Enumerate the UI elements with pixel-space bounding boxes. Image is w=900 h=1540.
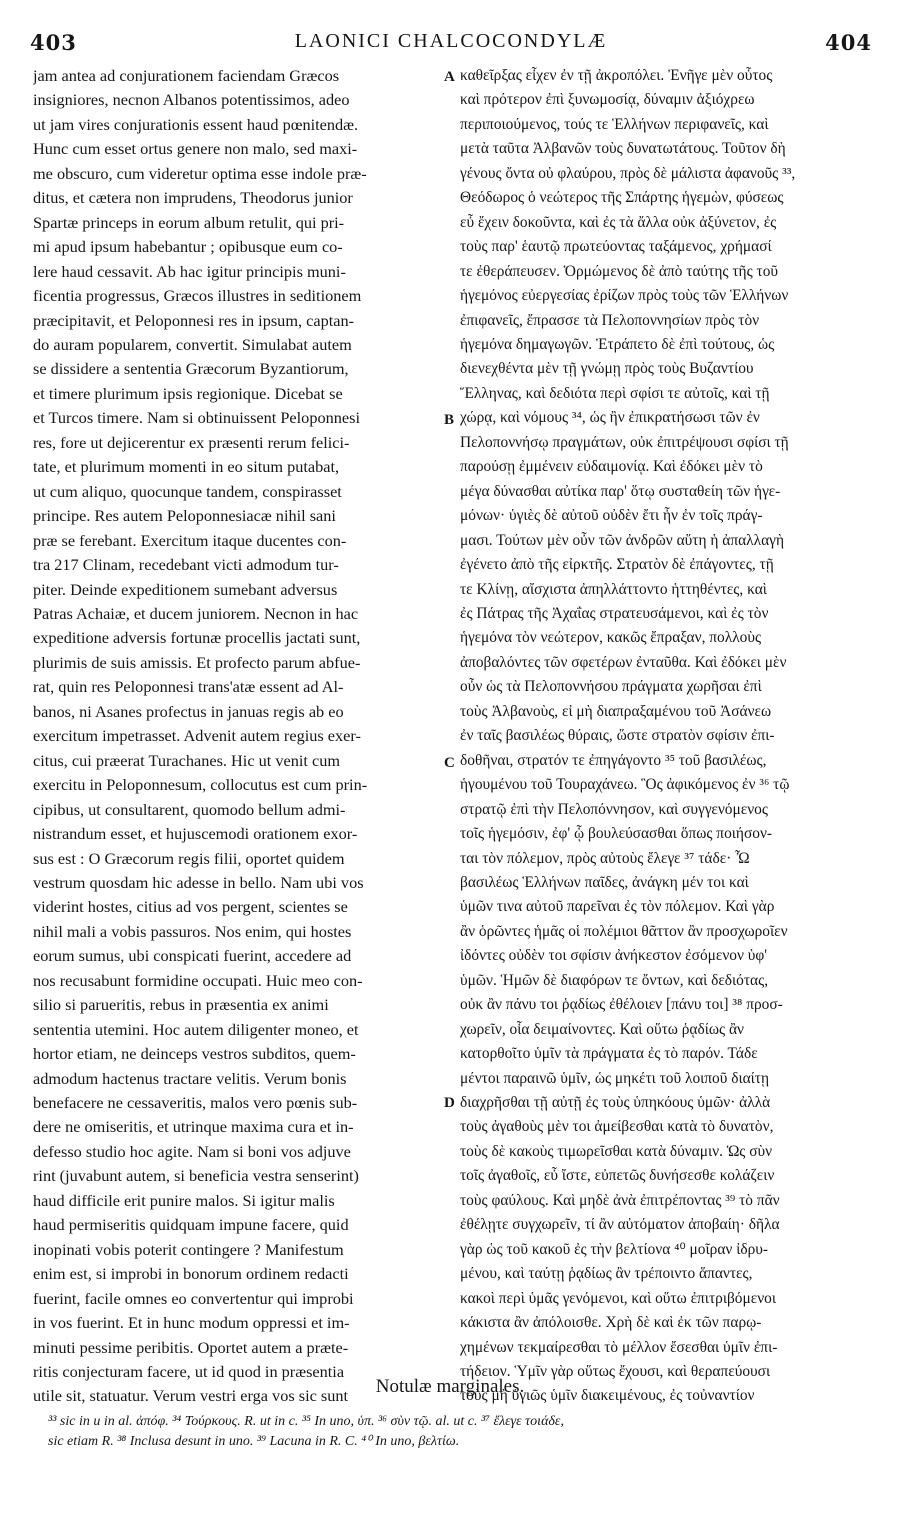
greek-text-line: μασι. Τούτων μὲν οὖν τῶν ἀνδρῶν αὕτη ἡ ἀπαλλαγὴ <box>460 531 784 549</box>
greek-text-line: τοὺς δὲ κακοὺς τιμωρεῖσθαι κατὰ δύναμιν. Ὡς σὺν <box>460 1142 773 1160</box>
page-header <box>30 30 872 60</box>
greek-text-line: Ἕλληνας, καὶ δεδιότα περὶ σφίσι τε αὐτοῖς, καὶ τῇ <box>460 384 770 402</box>
greek-text-line: ἂν ὁρῶντες ἡμᾶς οἱ πολέμιοι θᾶττον ἂν προσχωροῖεν <box>460 922 788 940</box>
latin-text-line: et timere plurimum ipsis regionique. Dicebat se <box>33 383 343 403</box>
greek-text-line: ἐγένετο ἀπὸ τῆς εἰρκτῆς. Στρατὸν δὲ ἐπάγοντες, τῇ <box>460 556 774 574</box>
greek-text-line: διαχρῆσθαι τῇ αὐτῇ ἐς τοὺς ὑπηκόους ὑμῶν· ἀλλὰ <box>460 1094 771 1112</box>
latin-text-line: principe. Res autem Peloponnesiacæ nihil sani <box>33 506 336 526</box>
greek-text-line: στρατῷ ἐπὶ τὴν Πελοπόννησον, καὶ συγγενόμενος <box>460 800 768 818</box>
latin-text-line: exercitum impetrasset. Advenit autem regius exer- <box>33 726 361 746</box>
greek-text-line: μένου, καὶ ταύτῃ ῥᾳδίως ἂν τρέποιντο ἅπαντες, <box>460 1265 753 1283</box>
latin-text-line: ritis conjecturam facere, ut id quod in præsentia <box>33 1362 345 1382</box>
greek-text-line: τήδειον. Ὑμῖν γὰρ οὕτως ἔχουσι, καὶ θεραπεύουσι <box>460 1363 771 1381</box>
latin-text-line: haud permiseritis quidquam impune facere, quid <box>33 1215 349 1235</box>
latin-text-line: rint (juvabunt autem, si beneficia vestra senserint) <box>33 1166 359 1186</box>
latin-text-line: mi apud ipsum habebantur ; opibusque eum co- <box>33 237 343 257</box>
marginal-notes <box>48 1412 864 1452</box>
running-title: LAONICI CHALCOCONDYLÆ <box>294 30 608 52</box>
greek-text-line: δοθῆναι, στρατόν τε ἐπηγάγοντο ³⁵ τοῦ βασιλέως, <box>460 751 767 769</box>
latin-text-line: et Turcos timere. Nam si obtinuissent Peloponnesi <box>33 408 360 428</box>
latin-text-line: præcipitavit, et Peloponnesi res in ipsum, captan- <box>33 310 355 330</box>
greek-text-line: μετὰ ταῦτα Ἀλβανῶν τοὺς δυνατωτάτους. Τοῦτον δὴ <box>460 140 786 158</box>
latin-text-line: expeditione adversis fortunæ procellis jactati sunt, <box>33 628 361 648</box>
greek-text-line: καὶ πρότερον ἐπὶ ξυνωμοσίᾳ, δύναμιν ἀξιόχρεω <box>460 91 755 109</box>
latin-text-line: do auram popularem, convertit. Simulabat autem <box>33 334 352 354</box>
greek-text-line: τοῖς ἀγαθοῖς, εὖ ἴστε, εὐπετῶς δυνήσεσθε κολάζειν <box>460 1167 775 1185</box>
latin-text-line: silio si parueritis, rebus in præsentia ex animi <box>33 995 329 1015</box>
greek-text-line: ἐς Πάτρας τῆς Ἀχαΐας στρατευσάμενοι, καὶ ἐς τὸν <box>460 604 769 622</box>
latin-text-line: præ se ferebant. Exercitum itaque ducentes con- <box>33 530 347 550</box>
greek-text-line: ἡγεμόνα δημαγωγῶν. Ἐτράπετο δὲ ἐπὶ τούτους, ὡς <box>460 335 775 353</box>
latin-text-line: enim est, si improbi in bonorum ordinem redacti <box>33 1264 349 1284</box>
margin-letter-a: A <box>444 69 455 85</box>
latin-text-line: tate, et plurimum momenti in eo situm putabat, <box>33 457 340 477</box>
latin-text-line: nihil mali a vobis passuros. Nos enim, qui hostes <box>33 921 352 941</box>
left-page-number: 403 <box>30 30 77 55</box>
greek-text-line: κακοὶ περὶ ὑμᾶς γενόμενοι, καὶ οὕτω ἐπιτριβόμενοι <box>460 1289 776 1307</box>
greek-column <box>460 64 870 1409</box>
margin-letter-b: B <box>444 412 455 428</box>
greek-text-line: κάκιστα ἂν ἀπόλοισθε. Χρὴ δὲ καὶ ἐκ τῶν παρῳ- <box>460 1314 762 1332</box>
latin-text-line: defesso studio hoc agite. Nam si boni vos adjuve <box>33 1141 351 1161</box>
greek-text-line: τοὺς φαύλους. Καὶ μηδὲ ἀνὰ ἐπιτρέποντας ³⁹ τὸ πᾶν <box>460 1191 780 1209</box>
greek-text-line: ἡγουμένου τοῦ Τουραχάνεω. Ὃς ἀφικόμενος ἐν ³⁶ τῷ <box>460 776 790 794</box>
latin-text-line: vestrum quosdam hic adesse in bello. Nam ubi vos <box>33 872 364 892</box>
greek-text-line: χημένων τεκμαίρεσθαι τὸ μέλλον ἔσεσθαι ὑμῖν ἐπι- <box>460 1338 778 1356</box>
latin-text-line: in vos fuerint. Et in hunc modum oppressi et im- <box>33 1313 350 1333</box>
latin-text-line: ut jam vires conjurationis essent haud pœnitendæ. <box>33 114 359 134</box>
greek-text-line: μόνων· ὑγιὲς δὲ αὐτοῦ οὐδὲν ἔτι ἦν ἐν τοῖς πράγ- <box>460 507 763 525</box>
latin-text-line: se dissidere a sententia Græcorum Byzantiorum, <box>33 359 349 379</box>
greek-text-line: μέντοι παραινῶ ὑμῖν, ὡς μηκέτι τοῦ λοιποῦ διαίτῃ <box>460 1069 770 1087</box>
greek-text-line: τοῖς ἡγεμόσιν, ἐφ' ᾧ βουλεύσασθαι ὅπως ποιήσον- <box>460 825 773 843</box>
margin-letter-d: D <box>444 1095 455 1111</box>
greek-text-line: παρούσῃ ἐμμένειν εὐδαιμονίᾳ. Καὶ ἐδόκει μὲν τὸ <box>460 458 763 476</box>
greek-text-line: γένους ὄντα οὐ φλαύρου, πρὸς δὲ μάλιστα ἀφανοῦς ³³, <box>460 164 796 182</box>
greek-text-line: ται τὸν πόλεμον, πρὸς αὐτοὺς ἔλεγε ³⁷ τάδε· Ὦ <box>460 849 750 867</box>
latin-text-line: ditus, et cætera non imprudens, Theodorus junior <box>33 188 353 208</box>
greek-text-line: κατορθοῖτο ὑμῖν τὰ πράγματα ἐς τὸ παρόν. Τάδε <box>460 1045 758 1063</box>
latin-text-line: Spartæ princeps in eorum album retulit, qui pri- <box>33 212 345 232</box>
latin-text-line: cipibus, ut consultarent, quomodo bellum admi- <box>33 799 346 819</box>
margin-letter-c: C <box>444 755 455 771</box>
greek-text-line: μέγα δύνασθαι αὐτίκα παρ' ὅτῳ συσταθείη τῶν ἡγε- <box>460 482 781 500</box>
greek-text-line: ἡγεμόνα τὸν νεώτερον, κακῶς ἔπραξαν, πολλοὺς <box>460 629 762 647</box>
right-page-number: 404 <box>825 30 872 55</box>
note-line: sic etiam R. ³⁸ Inclusa desunt in uno. ³⁹ Lacuna in R. C. ⁴⁰ In uno, βελτίω. <box>48 1434 460 1449</box>
latin-text-line: viderint hostes, citius ad vos pergent, scientes se <box>33 897 348 917</box>
latin-text-line: citus, cui præerat Turachanes. Hic ut venit cum <box>33 750 341 770</box>
latin-text-line: me obscuro, cum videretur optima esse indole præ- <box>33 163 367 183</box>
greek-text-line: ἐν ταῖς βασιλέως θύραις, ὥστε στρατὸν σφίσιν ἐπι- <box>460 727 775 745</box>
latin-text-line: dere ne omiseritis, et utrinque maxima cura et in- <box>33 1117 354 1137</box>
greek-text-line: τοὺς παρ' ἑαυτῷ πρωτεύοντας ταξάμενος, χρήμασί <box>460 238 772 256</box>
latin-text-line: sententia utemini. Hoc autem diligenter moneo, et <box>33 1019 359 1039</box>
latin-column <box>33 64 441 1409</box>
latin-text-line: Hunc cum esset ortus genere non malo, sed maxi- <box>33 139 358 159</box>
greek-text-line: οὐκ ἂν πάνυ τοι ῥᾳδίως ἐθέλοιεν [πάνυ τοι] ³⁸ προσ- <box>460 996 783 1014</box>
greek-text-line: τε Κλίνῃ, αἴσχιστα ἀπηλλάττοντο ἡττηθέντες, καὶ <box>460 580 767 598</box>
latin-text-line: lere haud cessavit. Ab hac igitur principis muni- <box>33 261 346 281</box>
greek-text-line: ἐπιφανεῖς, ἔπρασσε τὰ Πελοποννησίων πρὸς τὸν <box>460 311 760 329</box>
latin-text-line: benefacere ne cessaveritis, malos vero pœnis sub- <box>33 1093 358 1113</box>
greek-text-line: βασιλέως Ἑλλήνων παῖδες, ἀνάγκη μέν τοι καὶ <box>460 873 749 891</box>
greek-text-line: καθεῖρξας εἶχεν ἐν τῇ ἀκροπόλει. Ἐνῆγε μὲν οὗτος <box>460 67 773 84</box>
greek-text-line: χωρεῖν, οἷα δειμαίνοντες. Καὶ οὕτω ῥᾳδίως ἂν <box>460 1020 744 1038</box>
greek-text-line: Πελοποννήσῳ πραγμάτων, οὐκ ἐπιτρέψουσι σφίσι τῇ <box>460 433 789 451</box>
greek-text-line: ἡγεμόνος εὐεργεσίας ἐρίζων πρὸς τοὺς τῶν Ἑλλήνων <box>460 287 789 305</box>
latin-text-line: haud difficile erit punire malos. Si igitur malis <box>33 1190 335 1210</box>
latin-text-line: ut cum aliquo, quocunque tandem, conspirasset <box>33 481 342 501</box>
greek-text-line: περιποιούμενος, τούς τε Ἑλλήνων περιφανεῖς, καὶ <box>460 115 769 133</box>
latin-text-line: exercitu in Peloponnesum, collocutus est cum prin- <box>33 775 368 795</box>
greek-text-line: ἐθέλῃτε συγχωρεῖν, τί ἂν αὐτόματον ἀποβαίη· δῆλα <box>460 1216 780 1234</box>
greek-text-line: Θεόδωρος ὁ νεώτερος τῆς Σπάρτης ἡγεμὼν, φύσεως <box>460 189 784 207</box>
greek-text-line: εὖ ἔχειν δοκοῦντα, καὶ ἐς τὰ ἄλλα οὐκ ἀξύνετον, ἐς <box>460 213 777 231</box>
greek-text-line: ἰδόντες οὐδὲν τοι σφίσιν ἀνήκεστον ἐσόμενον ὑφ' <box>460 947 768 965</box>
latin-text-line: jam antea ad conjurationem faciendam Græcos <box>33 66 340 85</box>
latin-text-line: eorum sumus, ubi conspicati fuerint, accedere ad <box>33 946 352 966</box>
latin-text-line: Patras Achaiæ, et ducem juniorem. Necnon in hac <box>33 603 359 623</box>
greek-text-line: γὰρ ὡς τοῦ κακοῦ ἐς τὴν βελτίονα ⁴⁰ μοῖραν ἰδρυ- <box>460 1240 769 1258</box>
latin-text-line: nistrandum esset, et hujuscemodi orationem exor- <box>33 824 358 844</box>
latin-text-line: rat, quin res Peloponnesi trans'atæ essent ad Al- <box>33 677 344 697</box>
greek-text-line: διενεχθέντα μὲν τῇ γνώμῃ πρὸς τοὺς Βυζαντίου <box>460 360 754 378</box>
latin-text-line: sus est : O Græcorum regis filii, oportet quidem <box>33 848 345 868</box>
greek-text-line: τοὺς ἀγαθοὺς μὲν τοι ἀμείβεσθαι κατὰ τὸ δυνατὸν, <box>460 1118 774 1136</box>
latin-text-line: plurimis de suis amissis. Et profecto parum abfue- <box>33 652 361 672</box>
greek-text-line: ὑμῶν τινα αὐτοῦ παρεῖναι ἐς τὸν πόλεμον. Καὶ γὰρ <box>460 898 775 916</box>
latin-text-line: fuerint, facile omnes eo convertentur qui improbi <box>33 1288 354 1308</box>
greek-text-line: χώρᾳ, καὶ νόμους ³⁴, ὡς ἢν ἐπικρατήσωσι τῶν ἐν <box>460 409 760 427</box>
latin-text-line: tra 217 Clinam, recedebant victi admodum tur- <box>33 555 339 575</box>
latin-text-line: inopinati vobis poterit contingere ? Manifestum <box>33 1239 344 1259</box>
greek-text-line: τοὺς Ἀλβανοὺς, εἰ μὴ διαπραξαμένου τοῦ Ἀσάνεω <box>460 702 772 720</box>
greek-text-line: οὖν ὡς τὰ Πελοποννήσου πράγματα χωρῆσαι ἐπὶ <box>460 678 762 696</box>
latin-text-line: utile sit, statuatur. Verum vestri erga vos sic sunt <box>33 1386 349 1406</box>
note-line: ³³ sic in u in al. ἀπόφ. ³⁴ Τούρκους. R. ut in c. ³⁵ In uno, ὑπ. ³⁶ σὺν τῷ. al. ut c. ³⁷ ἔλεγε τοιάδε, <box>48 1414 564 1429</box>
latin-text-line: hortor etiam, ne deinceps vestros subditos, quem- <box>33 1044 356 1064</box>
greek-text-line: τοὺς μὴ ὑγιῶς ὑμῖν διακειμένους, ἐς τοὐναντίον <box>460 1387 755 1405</box>
latin-text-line: admodum hactenus tractare velitis. Verum bonis <box>33 1068 347 1088</box>
latin-text-line: nos recusabunt formidine occupati. Huic meo con- <box>33 970 363 990</box>
greek-text-line: τε ἐθεράπευσεν. Ὁρμώμενος δὲ ἀπὸ ταύτης τῆς τοῦ <box>460 262 779 280</box>
latin-text-line: insigniores, necnon Albanos potentissimos, adeo <box>33 90 350 110</box>
notes-title: Notulæ marginales. <box>375 1376 525 1397</box>
latin-text-line: res, fore ut dejicerentur ex præsenti rerum felici- <box>33 432 350 452</box>
latin-text-line: minuti pessime peribitis. Oportet autem a præte- <box>33 1337 349 1357</box>
greek-text-line: ὑμῶν. Ἡμῶν δὲ διαφόρων τε ὄντων, καὶ δεδιότας, <box>460 971 769 989</box>
greek-text-line: ἀποβαλόντες τῶν σφετέρων ἐνταῦθα. Καὶ ἐδόκει μὲν <box>460 653 787 671</box>
latin-text-line: ficentia progressus, Græcos illustres in seditionem <box>33 286 362 306</box>
latin-text-line: banos, ni Asanes profectus in januas regis ab eo <box>33 701 344 721</box>
latin-text-line: piter. Deinde expeditionem sumebant adversus <box>33 579 338 599</box>
